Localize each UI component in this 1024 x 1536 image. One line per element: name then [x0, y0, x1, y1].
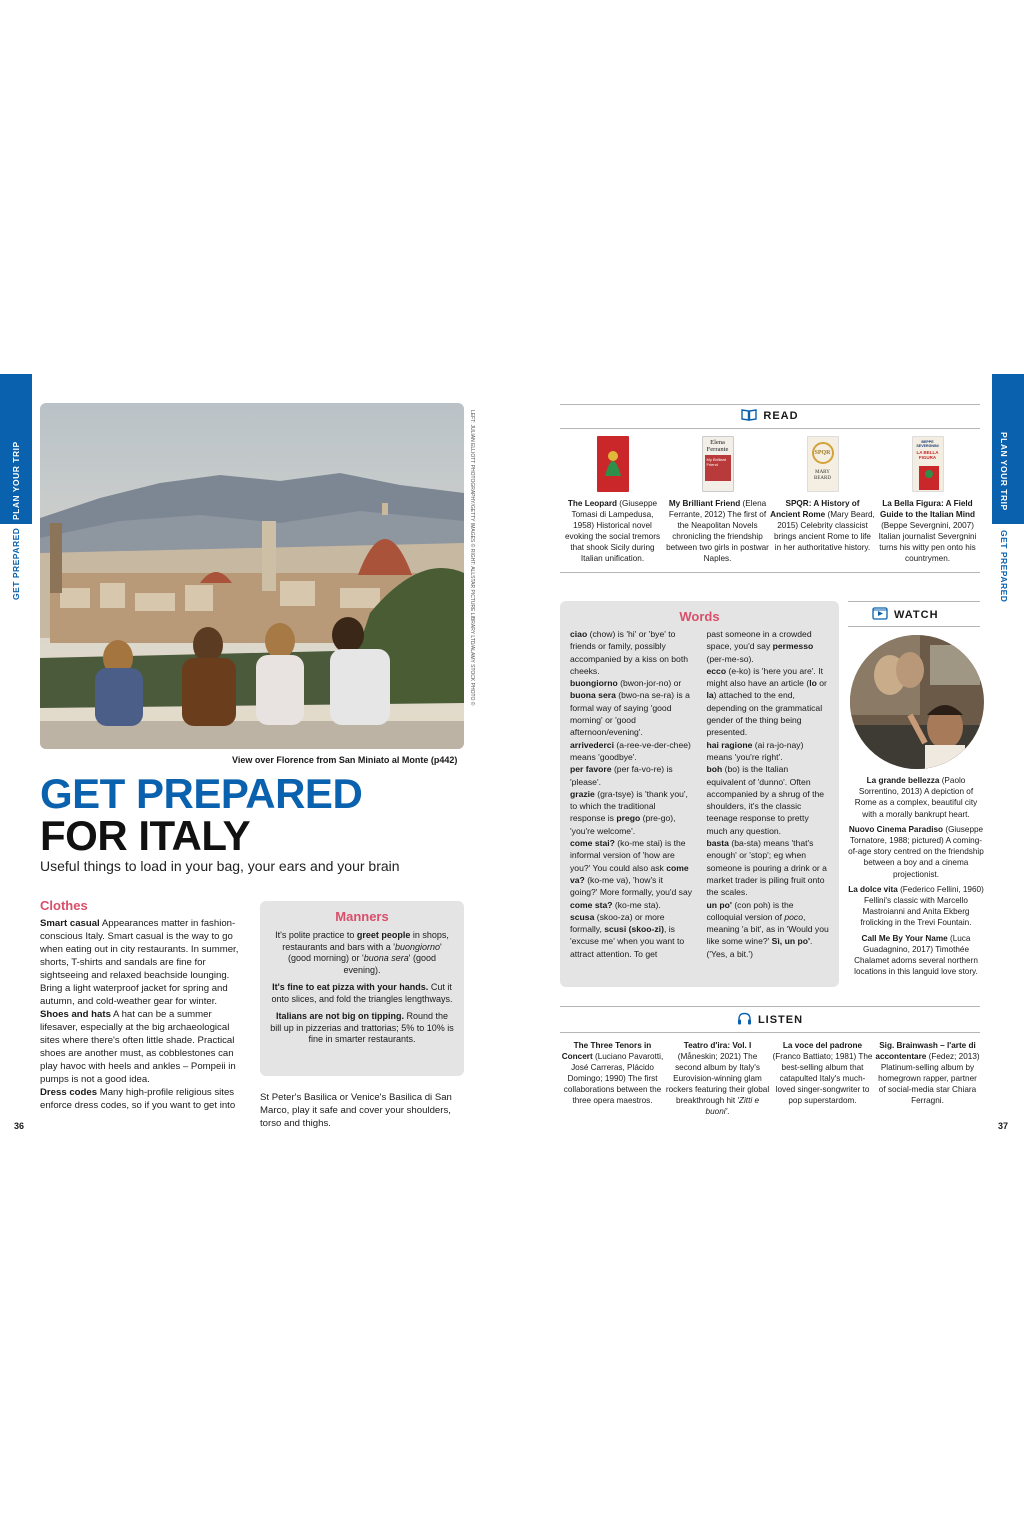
film-item: Call Me By Your Name (Luca Guadagnino, 2017) Timothée Chalamet adorns several northern locations in this languid love story. [854, 933, 978, 977]
read-top-rule [560, 404, 980, 405]
manners-heading: Manners [335, 909, 389, 924]
film-item: La dolce vita (Federico Fellini, 1960) Fellini's classic with Marcello Mastroianni and Anita Ekberg frolicking in the Trevi Fountain. [848, 884, 984, 928]
read-bottom-rule [560, 572, 980, 573]
manners-box [260, 901, 464, 1076]
dress-codes-term: Dress codes [40, 1087, 98, 1098]
words-column-2 [707, 628, 830, 960]
manners-pizza: It's fine to eat pizza with your hands. Cut it onto slices, and fold the triangles lengthways. [271, 982, 453, 1004]
listen-header [560, 1012, 980, 1028]
word-entry: un po' (con poh) is the colloquial version of poco, meaning 'a bit', as in 'Would you like some wine?' Sì, un po'. ('Yes, a bit.') [706, 899, 829, 959]
clothes-section [40, 898, 248, 1112]
word-entry: buongiorno (bwon-jor-no) or buona sera (bwo-na se-ra) is a formal way of saying 'good morning' or 'good afternoon/evening'. [570, 678, 690, 738]
word-entry: ecco (e-ko) is 'here you are'. It might also have an article (lo or la) attached to the end, depending on the grammatical gender of the thing being presented. [706, 665, 827, 738]
florence-photo [40, 403, 464, 749]
word-entry: arrivederci (a-ree-ve-der-chee) means 'goodbye'. [570, 739, 691, 762]
smart-casual-text: Appearances matter in fashion-conscious Italy. Smart casual is the way to go when eating out in city restaurants. In summer, shorts, T-shirts and sandals are fine for sightseeing and relaxed beachside lounging. Bring a light waterproof jacket for spring and autumn, and cold-weather gear for winter. [40, 918, 239, 1007]
word-entry: come stai? (ko-me stai) is the informal version of 'how are you?' You could also ask come va? (ko-me va), 'how's it going?' More formally, you'd say come sta? (ko-me sta). [570, 838, 693, 910]
film-icon [872, 606, 888, 623]
page-number-left: 36 [14, 1121, 25, 1131]
page-number-right: 37 [998, 1121, 1009, 1131]
book-list [560, 436, 980, 564]
watch-heading: WATCH [894, 608, 939, 621]
word-entry: past someone in a crowded space, you'd say permesso (per-me-so). [706, 629, 814, 664]
book-cover-spqr: SPQR MARY BEARD [807, 436, 839, 492]
watch-header-rule [848, 626, 980, 627]
watch-top-rule [848, 601, 980, 602]
album-item: Sig. Brainwash – l'arte di accontentare (Fedez; 2013) Platinum-selling album by homegrown rapper, partner of social-media star Chiara Ferragni. [875, 1041, 980, 1105]
clothes-text [40, 917, 248, 1112]
words-heading: Words [679, 609, 720, 624]
book-item: BEPPE SEVERGNINI LA BELLA FIGURA La Bella Figura: A Field Guide to the Italian Mind (Beppe Severgnini, 2007) Italian journalist Severgnini turns his witty pen onto his countrymen. [875, 436, 980, 564]
film-list [848, 775, 984, 981]
film-item: La grande bellezza (Paolo Sorrentino, 2013) A depiction of Rome as a complex, beautiful city with a morally bankrupt heart. [854, 776, 978, 819]
book-cover-leopard [597, 436, 629, 492]
right-side-tab-label: PLAN YOUR TRIP [999, 432, 1009, 511]
album-item: Teatro d'ira: Vol. I (Måneskin; 2021) The second album by Italy's Eurovision-winning glam rockers featuring their global breakthrough hit 'Zitti e buoni'. [665, 1041, 770, 1116]
page-title-line2: FOR ITALY [40, 812, 251, 859]
album-item: La voce del padrone (Franco Battiato; 1981) The best-selling album that catapulted Italy's much-loved singer-songwriter to pop superstardom. [772, 1041, 873, 1105]
listen-header-rule [560, 1032, 980, 1033]
watch-header [848, 606, 980, 623]
manners-greeting: It's polite practice to greet people in shops, restaurants and bars with a 'buongiorno' (good morning) or 'buona sera' (good evening). [275, 930, 449, 975]
read-heading: READ [763, 410, 799, 422]
book-icon [741, 408, 757, 424]
book-title: My Brilliant Friend [668, 499, 741, 508]
photo-caption: View over Florence from San Miniato al Monte (p442) [232, 755, 458, 765]
listen-heading: LISTEN [757, 1014, 804, 1026]
right-side-section-label: GET PREPARED [999, 530, 1009, 603]
word-entry: scusa (skoo-za) or more formally, scusi (skoo-zi), is 'excuse me' when you want to attract attention. To get [570, 911, 685, 959]
listen-top-rule [560, 1006, 980, 1007]
cinema-paradiso-still [850, 635, 984, 769]
book-cover-ferrante: Elena Ferrante My Brilliant Friend [702, 436, 734, 492]
manners-tipping: Italians are not big on tipping. Round the bill up in pizzerias and trattorias; 5% to 10% is fine in smarter restaurants. [270, 1011, 454, 1044]
book-cover-bella-figura: BEPPE SEVERGNINI LA BELLA FIGURA [912, 436, 944, 492]
book-title: The Leopard [567, 499, 618, 508]
shoes-text: A hat can be a summer lifesaver, especially at the big archaeological sites where there's often little shade. Practical shoes are another must, as cobblestones can play havoc with heels and ankles – Pompeii in pumps is not a good idea. [40, 1009, 236, 1085]
read-header [560, 408, 980, 424]
word-entry: boh (bo) is the Italian equivalent of 'dunno'. Often accompanied by a shrug of the shoulders, it's the classic teenage response to pretty much any question. [706, 764, 825, 836]
album-item: The Three Tenors in Concert (Luciano Pavarotti, José Carreras, Plácido Domingo; 1990) The first collaborations between the three opera maestros. [561, 1041, 664, 1105]
word-entry: grazie (gra-tsye) is 'thank you', to which the traditional response is prego (pre-go), 'you're welcome'. [570, 788, 688, 836]
word-entry: ciao (chow) is 'hi' or 'bye' to friends or family, possibly accompanied by a kiss on both cheeks. [570, 629, 688, 676]
page-subtitle: Useful things to load in your bag, your ears and your brain [40, 858, 400, 874]
word-entry: per favore (per fa-vo-re) is 'please'. [570, 764, 673, 787]
book-title: La Bella Figura: A Field Guide to the Italian Mind [879, 499, 976, 519]
photo-credit: LEFT: JULIAN ELLIOTT PHOTOGRAPHY/GETTY IMAGES © RIGHT: ALLSTAR PICTURE LIBRARY LTD/ALAMY STOCK PHOTO © [469, 410, 475, 706]
words-box [560, 601, 839, 987]
album-list [560, 1040, 980, 1117]
dress-codes-continued: St Peter's Basilica or Venice's Basilica di San Marco, play it safe and cover your shoulders, torso and thighs. [260, 1092, 452, 1129]
headphones-icon [737, 1012, 752, 1028]
book-item: Elena Ferrante My Brilliant Friend My Brilliant Friend (Elena Ferrante, 2012) The first of the Neapolitan Novels chronicling the friendship between two girls in postwar Naples. [665, 436, 770, 564]
page-title-line1: GET PREPARED [40, 770, 363, 817]
book-item: The Leopard (Giuseppe Tomasi di Lampedusa, 1958) Historical novel evoking the social tremors that shook Sicily during Italian unification. [560, 436, 665, 564]
dress-codes-text: Many high-profile religious sites enforce dress codes, so if you want to get into [40, 1087, 236, 1111]
words-column-1 [570, 628, 693, 960]
shoes-term: Shoes and hats [40, 1009, 111, 1020]
clothes-heading: Clothes [40, 898, 88, 913]
left-side-tab-label: PLAN YOUR TRIP [11, 441, 21, 520]
film-item: Nuovo Cinema Paradiso (Giuseppe Tornatore, 1988; pictured) A coming-of-age story centred on the friendship between a boy and a cinema projectionist. [848, 824, 984, 879]
book-title: SPQR: A History of Ancient Rome [770, 499, 860, 519]
word-entry: basta (ba-sta) means 'that's enough' or 'stop'; eg when someone is pouring a drink or a market trader is piling fruit onto the scales. [706, 838, 827, 898]
word-entry: hai ragione (ai ra-jo-nay) means 'you're right'. [706, 739, 804, 762]
read-header-rule [560, 428, 980, 429]
left-side-section-label: GET PREPARED [11, 527, 21, 600]
book-item: SPQR MARY BEARD SPQR: A History of Ancient Rome (Mary Beard, 2015) Celebrity classicist brings ancient Rome to life in her authoritative history. [770, 436, 875, 564]
smart-casual-term: Smart casual [40, 918, 100, 929]
